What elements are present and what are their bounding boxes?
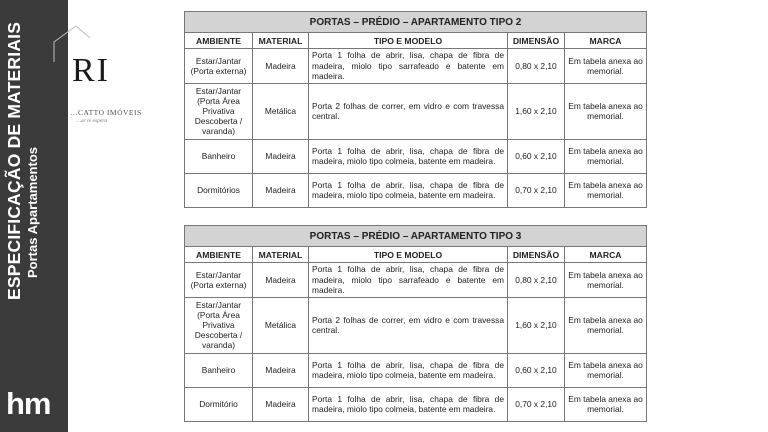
page-title: ESPECIFICAÇÃO DE MATERIAIS — [4, 21, 24, 300]
cell-material: Madeira — [253, 139, 309, 173]
column-header-ambiente: AMBIENTE — [185, 247, 253, 263]
cell-ambiente: Estar/Jantar (Porta externa) — [185, 49, 253, 84]
cell-ambiente: Banheiro — [185, 139, 253, 173]
cell-ambiente: Estar/Jantar (Porta externa) — [185, 263, 253, 298]
table-row — [185, 173, 647, 207]
cell-ambiente: Dormitórios — [185, 173, 253, 207]
cell-dimensao: 0,80 x 2,10 — [508, 49, 565, 84]
cell-tipo: Porta 1 folha de abrir, lisa, chapa de fibra de madeira, miolo tipo sarrafeado e batente em madeira. — [309, 263, 508, 298]
column-header-tipo-modelo: TIPO E MODELO — [309, 33, 508, 49]
cell-marca: Em tabela anexa ao memorial. — [565, 353, 647, 387]
logo-brand-name: …CATTO IMÓVEIS — [70, 108, 142, 117]
logo-tagline: …ar te espera — [76, 118, 108, 124]
cell-marca: Em tabela anexa ao memorial. — [565, 263, 647, 298]
table-row — [185, 353, 647, 387]
doors-table-tipo-3 — [184, 225, 647, 422]
cell-marca: Em tabela anexa ao memorial. — [565, 139, 647, 173]
table-title: PORTAS – PRÉDIO – APARTAMENTO TIPO 3 — [185, 226, 647, 247]
cell-dimensao: 0,80 x 2,10 — [508, 263, 565, 298]
table-row — [185, 387, 647, 421]
cell-material: Metálica — [253, 83, 309, 139]
cell-dimensao: 0,70 x 2,10 — [508, 173, 565, 207]
cell-marca: Em tabela anexa ao memorial. — [565, 297, 647, 353]
cell-dimensao: 0,70 x 2,10 — [508, 387, 565, 421]
cell-ambiente: Estar/Jantar (Porta Área Privativa Descoberta / varanda) — [185, 83, 253, 139]
column-header-marca: MARCA — [565, 247, 647, 263]
cell-tipo: Porta 1 folha de abrir, lisa, chapa de fibra de madeira, miolo tipo colmeia, batente em madeira. — [309, 353, 508, 387]
cell-dimensao: 0,60 x 2,10 — [508, 353, 565, 387]
column-header-dimensao: DIMENSÃO — [508, 247, 565, 263]
cell-tipo: Porta 1 folha de abrir, lisa, chapa de fibra de madeira, miolo tipo colmeia, batente em madeira. — [309, 139, 508, 173]
page-subtitle: Portas Apartamentos — [25, 147, 40, 278]
cell-marca: Em tabela anexa ao memorial. — [565, 83, 647, 139]
cell-ambiente: Estar/Jantar (Porta Área Privativa Descoberta / varanda) — [185, 297, 253, 353]
cell-material: Madeira — [253, 263, 309, 298]
hm-logo: hm — [6, 386, 51, 421]
cell-ambiente: Dormitório — [185, 387, 253, 421]
table-row — [185, 297, 647, 353]
cell-marca: Em tabela anexa ao memorial. — [565, 387, 647, 421]
cell-material: Metálica — [253, 297, 309, 353]
cell-material: Madeira — [253, 173, 309, 207]
cell-tipo: Porta 1 folha de abrir, lisa, chapa de fibra de madeira, miolo tipo colmeia, batente em madeira. — [309, 387, 508, 421]
cell-marca: Em tabela anexa ao memorial. — [565, 173, 647, 207]
column-header-material: MATERIAL — [253, 33, 309, 49]
table-row — [185, 49, 647, 84]
logo-monogram: RI — [72, 52, 110, 89]
cell-material: Madeira — [253, 387, 309, 421]
table-row — [185, 83, 647, 139]
cell-dimensao: 1,60 x 2,10 — [508, 297, 565, 353]
cell-ambiente: Banheiro — [185, 353, 253, 387]
cell-dimensao: 1,60 x 2,10 — [508, 83, 565, 139]
table-row — [185, 139, 647, 173]
column-header-tipo-modelo: TIPO E MODELO — [309, 247, 508, 263]
cell-material: Madeira — [253, 353, 309, 387]
cell-dimensao: 0,60 x 2,10 — [508, 139, 565, 173]
table-row — [185, 263, 647, 298]
column-header-marca: MARCA — [565, 33, 647, 49]
cell-marca: Em tabela anexa ao memorial. — [565, 49, 647, 84]
column-header-material: MATERIAL — [253, 247, 309, 263]
cell-material: Madeira — [253, 49, 309, 84]
table-title: PORTAS – PRÉDIO – APARTAMENTO TIPO 2 — [185, 12, 647, 33]
column-header-dimensao: DIMENSÃO — [508, 33, 565, 49]
cell-tipo: Porta 1 folha de abrir, lisa, chapa de fibra de madeira, miolo tipo sarrafeado e batente em madeira. — [309, 49, 508, 84]
cell-tipo: Porta 1 folha de abrir, lisa, chapa de fibra de madeira, miolo tipo colmeia, batente em madeira. — [309, 173, 508, 207]
cell-tipo: Porta 2 folhas de correr, em vidro e com travessa central. — [309, 297, 508, 353]
column-header-ambiente: AMBIENTE — [185, 33, 253, 49]
company-logo — [52, 24, 142, 124]
cell-tipo: Porta 2 folhas de correr, em vidro e com travessa central. — [309, 83, 508, 139]
doors-table-tipo-2 — [184, 11, 647, 208]
